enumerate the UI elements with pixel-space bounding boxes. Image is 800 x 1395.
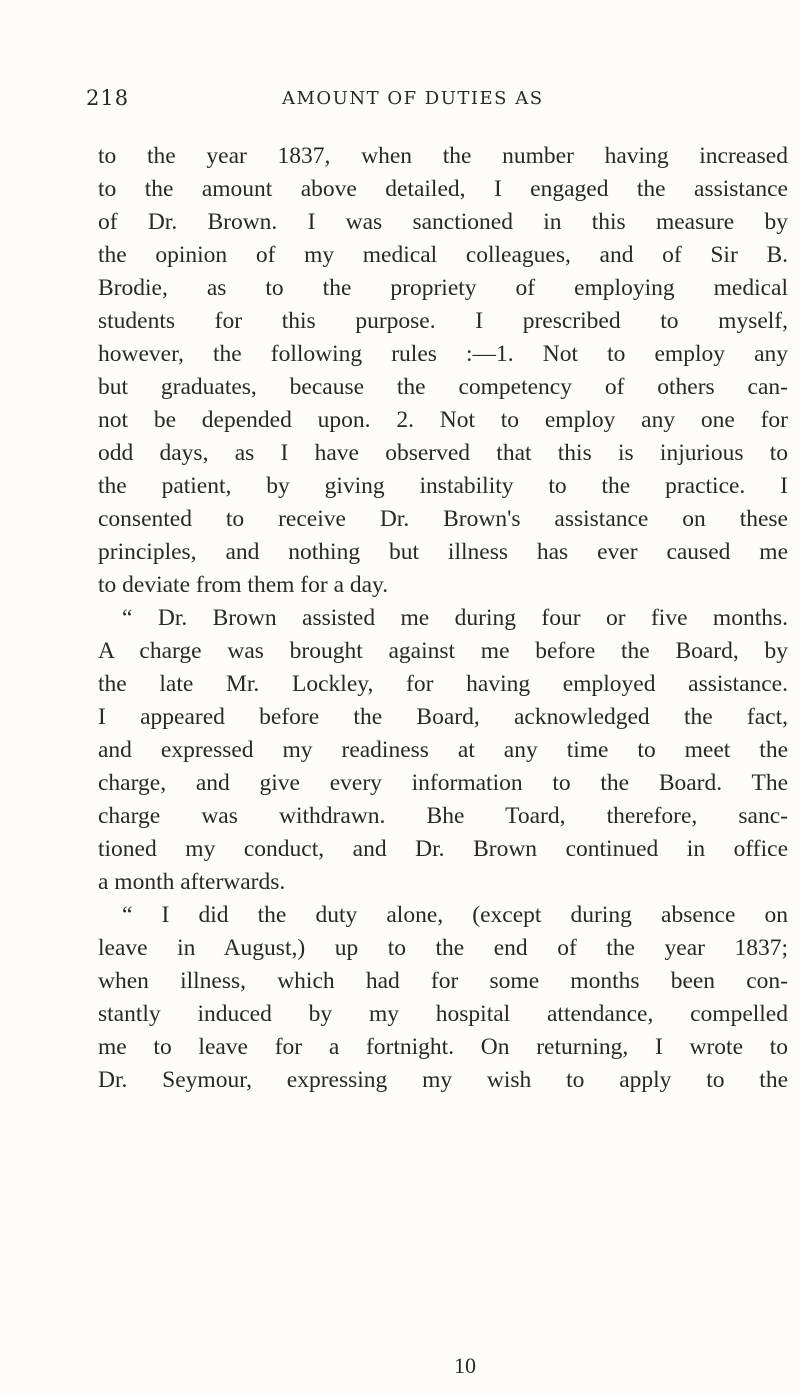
body-text — [98, 140, 788, 1097]
text-line: the late Mr. Lockley, for having employed assistance. — [98, 671, 788, 697]
text-line: to deviate from them for a day. — [98, 572, 389, 598]
text-line: A charge was brought against me before the Board, by — [98, 638, 788, 664]
text-line: students for this purpose. I prescribed to myself, — [98, 308, 788, 334]
text-line: when illness, which had for some months been con- — [98, 968, 788, 994]
text-line: charge was withdrawn. Bhe Toard, therefore, sanc- — [98, 803, 788, 829]
text-line: the opinion of my medical colleagues, and of Sir B. — [98, 242, 788, 268]
text-line: and expressed my readiness at any time to meet the — [98, 737, 788, 763]
text-line: Dr. Seymour, expressing my wish to apply to the — [98, 1067, 788, 1093]
text-line: me to leave for a fortnight. On returning, I wrote to — [98, 1034, 788, 1060]
text-line: but graduates, because the competency of others can- — [98, 374, 788, 400]
signature-mark: 10 — [454, 1353, 476, 1378]
text-line: “ I did the duty alone, (except during absence on — [122, 902, 788, 928]
text-line: the patient, by giving instability to the practice. I — [98, 473, 788, 499]
page-header — [86, 86, 786, 116]
running-head: AMOUNT OF DUTIES AS — [282, 88, 544, 109]
text-line: of Dr. Brown. I was sanctioned in this measure by — [98, 209, 788, 235]
text-line: stantly induced by my hospital attendance, compelled — [98, 1001, 788, 1027]
text-line: a month afterwards. — [98, 869, 286, 895]
text-line: consented to receive Dr. Brown's assistance on these — [98, 506, 788, 532]
text-line: not be depended upon. 2. Not to employ any one for — [98, 407, 788, 433]
page-number: 218 — [86, 86, 130, 110]
text-line: to the year 1837, when the number having increased — [98, 143, 788, 169]
text-line: “ Dr. Brown assisted me during four or five months. — [122, 605, 788, 631]
text-line: to the amount above detailed, I engaged the assistance — [98, 176, 788, 202]
text-line: principles, and nothing but illness has ever caused me — [98, 539, 788, 565]
text-line: Brodie, as to the propriety of employing medical — [98, 275, 788, 301]
text-line: odd days, as I have observed that this is injurious to — [98, 440, 788, 466]
text-line: leave in August,) up to the end of the year 1837; — [98, 935, 788, 961]
text-line: charge, and give every information to the Board. The — [98, 770, 788, 796]
text-line: however, the following rules :—1. Not to employ any — [98, 341, 788, 367]
text-line: I appeared before the Board, acknowledged the fact, — [98, 704, 788, 730]
text-line: tioned my conduct, and Dr. Brown continued in office — [98, 836, 788, 862]
